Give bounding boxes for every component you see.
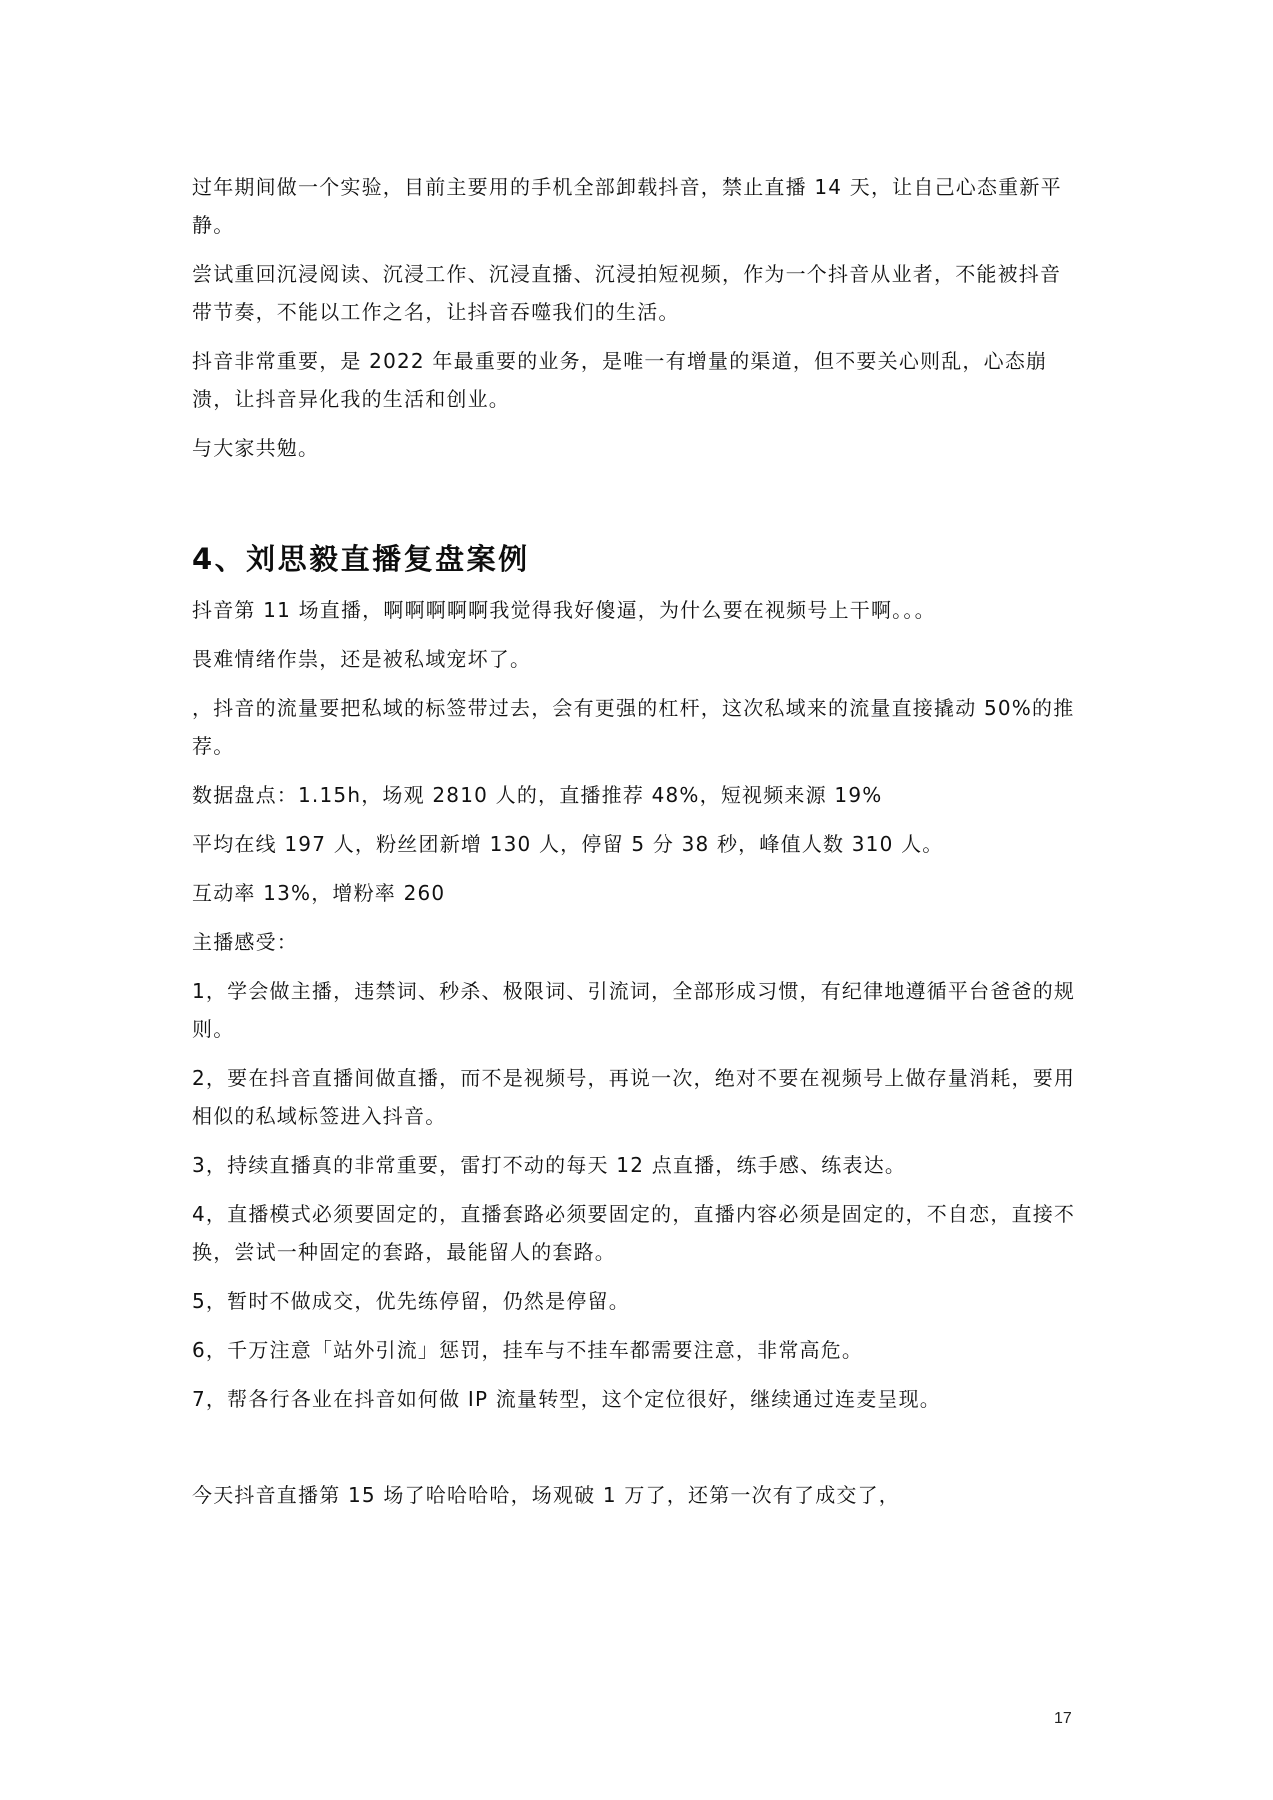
feeling-item-6: 6，千万注意「站外引流」惩罚，挂车与不挂车都需要注意，非常高危。 bbox=[192, 1338, 864, 1362]
host-feelings-label: 主播感受： bbox=[192, 930, 298, 954]
section-paragraph-1: 抖音第 11 场直播，啊啊啊啊啊我觉得我好傻逼，为什么要在视频号上干啊。。。 bbox=[192, 598, 936, 622]
page-content bbox=[192, 168, 1082, 1525]
section-paragraph-2: 畏难情绪作祟，还是被私域宠坏了。 bbox=[192, 647, 532, 671]
closing-paragraph: 今天抖音直播第 15 场了哈哈哈哈，场观破 1 万了，还第一次有了成交了， bbox=[192, 1483, 901, 1507]
feeling-item-4: 4，直播模式必须要固定的，直播套路必须要固定的，直播内容必须是固定的，不自恋，直接不换，尝试一种固定的套路，最能留人的套路。 bbox=[192, 1202, 1076, 1264]
section-heading: 4、刘思毅直播复盘案例 bbox=[192, 542, 530, 576]
feeling-item-5: 5，暂时不做成交，优先练停留，仍然是停留。 bbox=[192, 1289, 630, 1313]
data-summary-line: 数据盘点：1.15h，场观 2810 人的，直播推荐 48%，短视频来源 19% bbox=[192, 783, 883, 807]
intro-paragraph-3: 抖音非常重要，是 2022 年最重要的业务，是唯一有增量的渠道，但不要关心则乱，心态崩溃，让抖音异化我的生活和创业。 bbox=[192, 349, 1048, 411]
section-paragraph-3: ，抖音的流量要把私域的标签带过去，会有更强的杠杆，这次私域来的流量直接撬动 50%的推荐。 bbox=[192, 696, 1075, 758]
feeling-item-1: 1，学会做主播，违禁词、秒杀、极限词、引流词，全部形成习惯，有纪律地遵循平台爸爸的规则。 bbox=[192, 979, 1076, 1041]
intro-paragraph-1: 过年期间做一个实验，目前主要用的手机全部卸载抖音，禁止直播 14 天，让自己心态重新平静。 bbox=[192, 175, 1062, 237]
feeling-item-3: 3，持续直播真的非常重要，雷打不动的每天 12 点直播，练手感、练表达。 bbox=[192, 1153, 907, 1177]
intro-paragraph-2: 尝试重回沉浸阅读、沉浸工作、沉浸直播、沉浸拍短视频，作为一个抖音从业者，不能被抖音带节奏，不能以工作之名，让抖音吞噬我们的生活。 bbox=[192, 262, 1062, 324]
interaction-rate-line: 互动率 13%，增粉率 260 bbox=[192, 881, 446, 905]
intro-paragraph-4: 与大家共勉。 bbox=[192, 436, 320, 460]
feeling-item-2: 2，要在抖音直播间做直播，而不是视频号，再说一次，绝对不要在视频号上做存量消耗，要用相似的私域标签进入抖音。 bbox=[192, 1066, 1076, 1128]
page-number: 17 bbox=[1054, 1710, 1072, 1727]
online-stats-line: 平均在线 197 人，粉丝团新增 130 人，停留 5 分 38 秒，峰值人数 310 人。 bbox=[192, 832, 944, 856]
feeling-item-7: 7，帮各行各业在抖音如何做 IP 流量转型，这个定位很好，继续通过连麦呈现。 bbox=[192, 1387, 941, 1411]
